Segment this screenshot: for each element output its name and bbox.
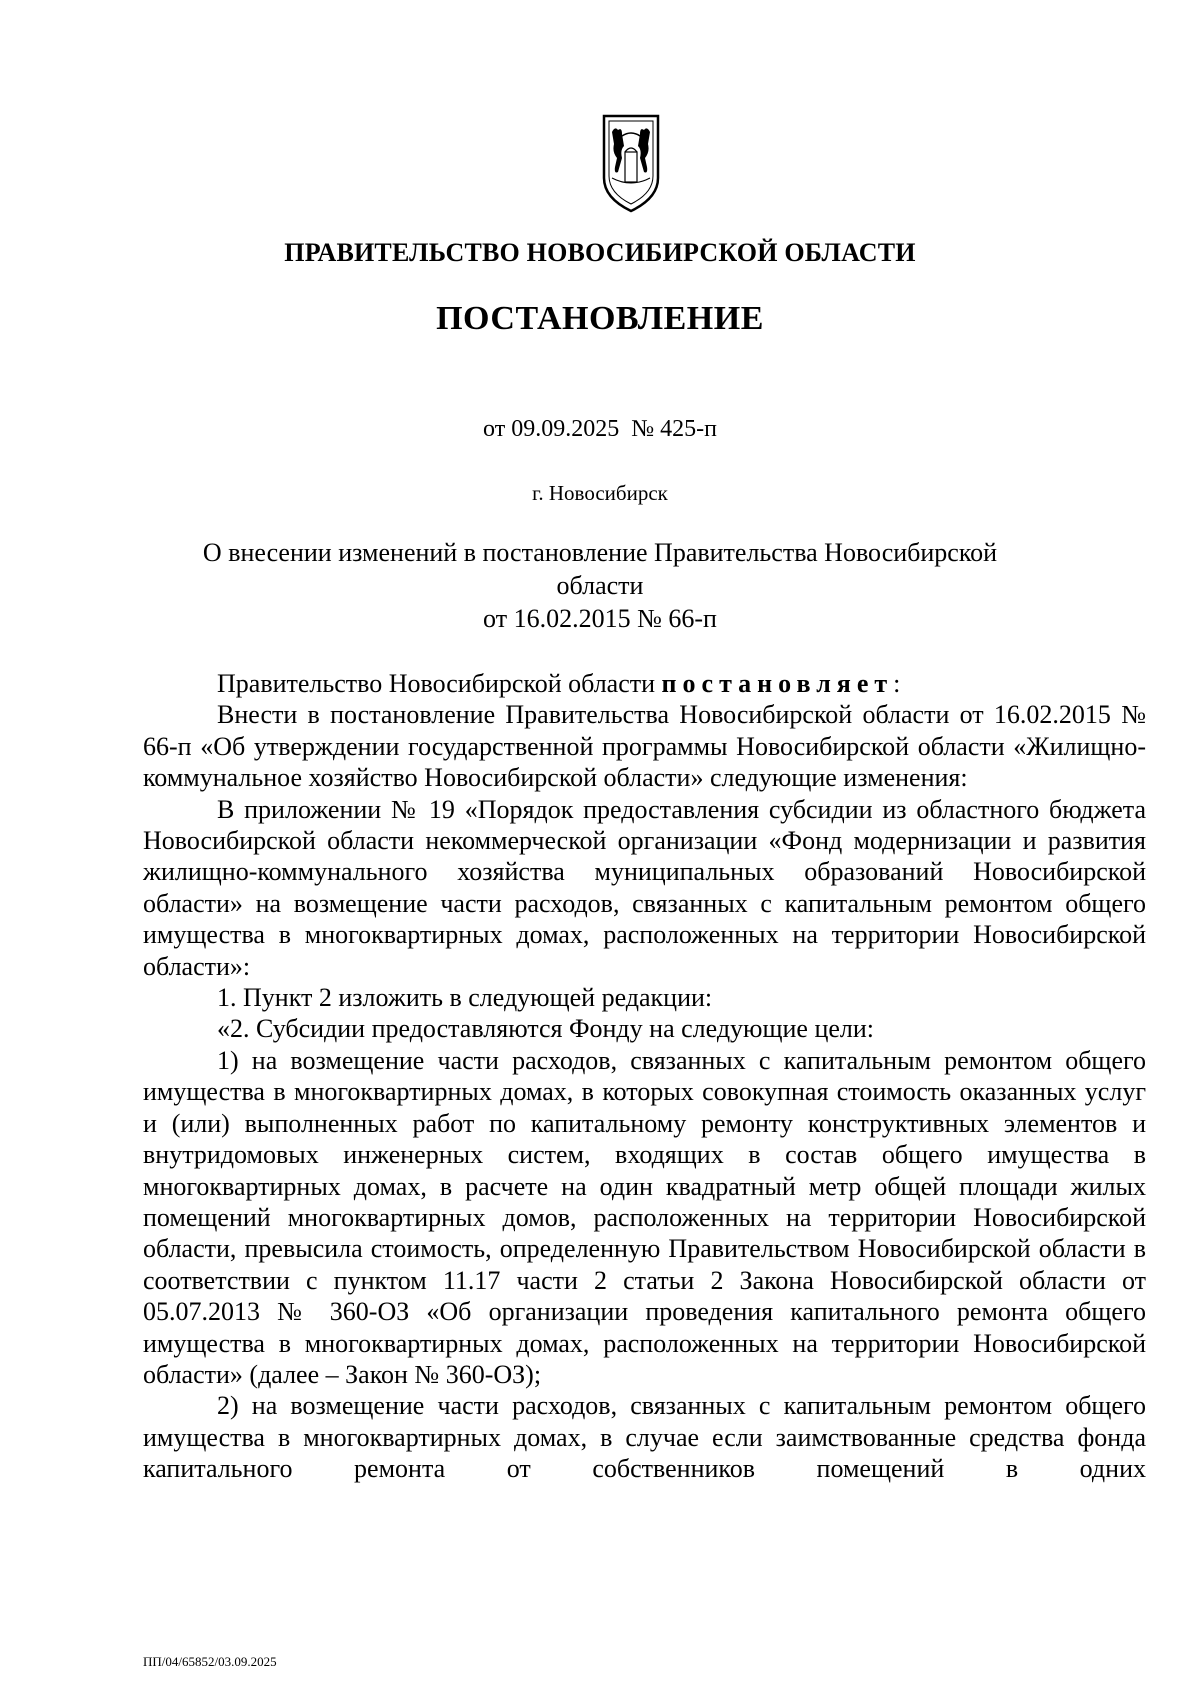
paragraph-1: Внести в постановление Правительства Новосибирской области от 16.02.2015 № 66-п «Об утверждении государственной программы Новосибирской области «Жилищно-коммунальное хозяйство Новосибирской области» следующие изменения: [143,700,1146,793]
document-body [143,668,1146,1485]
document-date-number: от 09.09.2025 № 425-п [483,416,717,442]
document-city: г. Новосибирск [532,481,668,505]
document-type: ПОСТАНОВЛЕНИЕ [436,300,764,337]
intro-suffix: : [893,669,901,698]
intro-verb: постановляет [661,669,894,698]
paragraph-4: «2. Субсидии предоставляются Фонду на следующие цели: [217,1014,875,1044]
intro-prefix: Правительство Новосибирской области [217,669,662,698]
subject-line-1: О внесении изменений в постановление Правительства Новосибирской области [202,538,998,600]
coat-of-arms-icon [600,112,662,215]
paragraph-2: В приложении № 19 «Порядок предоставления субсидии из областного бюджета Новосибирской области некоммерческой организации «Фонд модернизации и развития жилищно-коммунального хозяйства муниципальных образований Новосибирской области» на возмещение части расходов, связанных с капитальным ремонтом общего имущества в многоквартирных домах, расположенных на территории Новосибирской области»: [143,794,1146,981]
footer-code: ПП/04/65852/03.09.2025 [143,1654,277,1669]
intro-paragraph [143,668,1146,699]
paragraph-3: 1. Пункт 2 изложить в следующей редакции: [217,983,713,1013]
subject-line-2: от 16.02.2015 № 66-п [483,604,717,633]
organization-title: ПРАВИТЕЛЬСТВО НОВОСИБИРСКОЙ ОБЛАСТИ [284,238,916,267]
document-subject [160,536,1040,635]
paragraph-6: 2) на возмещение части расходов, связанных с капитальным ремонтом общего имущества в многоквартирных домах, в случае если заимствованные средства фонда капитального ремонта от собственников помещений в одних [143,1391,1146,1484]
paragraph-5: 1) на возмещение части расходов, связанных с капитальным ремонтом общего имущества в многоквартирных домах, в которых совокупная стоимость оказанных услуг и (или) выполненных работ по капитальному ремонту конструктивных элементов и внутридомовых инженерных систем, входящих в состав общего имущества в многоквартирных домах, в расчете на один квадратный метр общей площади жилых помещений многоквартирных домов, расположенных на территории Новосибирской области, превысила стоимость, определенную Правительством Новосибирской области в соответствии с пунктом 11.17 части 2 статьи 2 Закона Новосибирской области от 05.07.2013 № 360-ОЗ «Об организации проведения капитального ремонта общего имущества в многоквартирных домах, расположенных на территории Новосибирской области» (далее – Закон № 360-ОЗ); [143,1045,1146,1389]
